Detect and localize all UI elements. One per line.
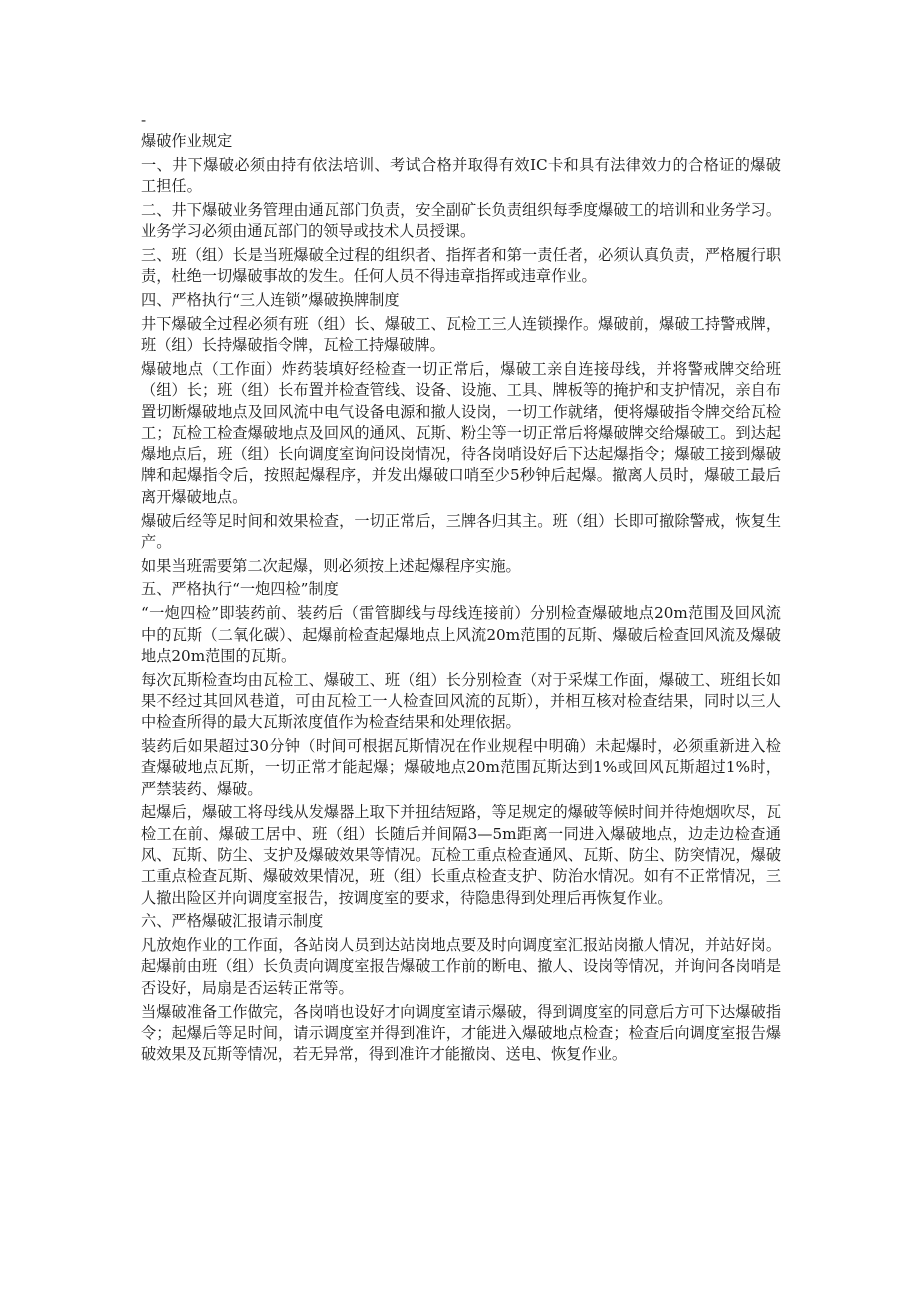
section-heading: 四、严格执行“三人连锁”爆破换牌制度 [141, 291, 400, 310]
paragraph: 当爆破准备工作做完，各岗哨也设好才向调度室请示爆破，得到调度室的同意后方可下达爆破指令；起爆后等足时间，请示调度室并得到准许，才能进入爆破地点检查；检查后向调度室报告爆破效果及瓦斯等情况，若无异常，得到准许才能撤岗、送电、恢复作业。 [141, 1002, 781, 1064]
paragraph: 爆破地点（工作面）炸药装填好经检查一切正常后，爆破工亲自连接母线，并将警戒牌交给班（组）长；班（组）长布置并检查管线、设备、设施、工具、牌板等的掩护和支护情况，亲自布置切断爆破地点及回风流中电气设备电源和撤人设岗，一切工作就绪，便将爆破指令牌交给瓦检工；瓦检工检查爆破地点及回风的通风、瓦斯、粉尘等一切正常后将爆破牌交给爆破工。到达起爆地点后，班（组）长向调度室询问设岗情况，待各岗哨设好后下达起爆指令；爆破工接到爆破牌和起爆指令后，按照起爆程序，并发出爆破口哨至少5秒钟后起爆。撤离人员时，爆破工最后离开爆破地点。 [141, 359, 781, 506]
paragraph: 二、井下爆破业务管理由通瓦部门负责，安全副矿长负责组织每季度爆破工的培训和业务学习。业务学习必须由通瓦部门的领导或技术人员授课。 [141, 200, 781, 241]
document-title: 爆破作业规定 [141, 132, 233, 150]
paragraph: 爆破后经等足时间和效果检查，一切正常后，三牌各归其主。班（组）长即可撤除警戒，恢复生产。 [141, 511, 781, 551]
paragraph: 每次瓦斯检查均由瓦检工、爆破工、班（组）长分别检查（对于采煤工作面，爆破工、班组长如果不经过其回风巷道，可由瓦检工一人检查回风流的瓦斯），并相互核对检查结果，同时以三人中检查所得的最大瓦斯浓度值作为检查结果和处理依据。 [141, 670, 781, 732]
section-heading: 六、严格爆破汇报请示制度 [141, 912, 324, 931]
paragraph: “一炮四检”即装药前、装药后（雷管脚线与母线连接前）分别检查爆破地点20m范围及回风流中的瓦斯（二氧化碳）、起爆前检查起爆地点上风流20m范围的瓦斯、爆破后检查回风流及爆破地点20m范围的瓦斯。 [141, 604, 781, 665]
paragraph: 起爆后，爆破工将母线从发爆器上取下并扭结短路，等足规定的爆破等候时间并待炮烟吹尽，瓦检工在前、爆破工居中、班（组）长随后并间隔3—5m距离一同进入爆破地点，边走边检查通风、瓦斯、防尘、支护及爆破效果等情况。瓦检工重点检查通风、瓦斯、防尘、防突情况，爆破工重点检查瓦斯、爆破效果情况，班（组）长重点检查支护、防治水情况。如有不正常情况，三人撤出险区并向调度室报告，按调度室的要求，待隐患得到处理后再恢复作业。 [141, 803, 781, 907]
page-marker: - [141, 111, 147, 129]
section-heading: 五、严格执行“一炮四检”制度 [141, 580, 339, 599]
paragraph: 井下爆破全过程必须有班（组）长、爆破工、瓦检工三人连锁操作。爆破前，爆破工持警戒牌，班（组）长持爆破指令牌，瓦检工持爆破牌。 [141, 314, 781, 355]
paragraph: 三、班（组）长是当班爆破全过程的组织者、指挥者和第一责任者，必须认真负责，严格履行职责，杜绝一切爆破事故的发生。任何人员不得违章指挥或违章作业。 [141, 245, 781, 286]
paragraph: 凡放炮作业的工作面，各站岗人员到达站岗地点要及时向调度室汇报站岗撤人情况，并站好岗。起爆前由班（组）长负责向调度室报告爆破工作前的断电、撤人、设岗等情况，并询问各岗哨是否设好，局扇是否运转正常等。 [141, 936, 781, 997]
paragraph: 一、井下爆破必须由持有依法培训、考试合格并取得有效IC卡和具有法律效力的合格证的爆破工担任。 [141, 155, 781, 196]
paragraph: 如果当班需要第二次起爆，则必须按上述起爆程序实施。 [141, 556, 521, 575]
document-page [141, 110, 781, 1068]
paragraph: 装药后如果超过30分钟（时间可根据瓦斯情况在作业规程中明确）未起爆时，必须重新进入检查爆破地点瓦斯，一切正常才能起爆；爆破地点20m范围瓦斯达到1%或回风瓦斯超过1%时，严禁装药、爆破。 [141, 737, 781, 798]
